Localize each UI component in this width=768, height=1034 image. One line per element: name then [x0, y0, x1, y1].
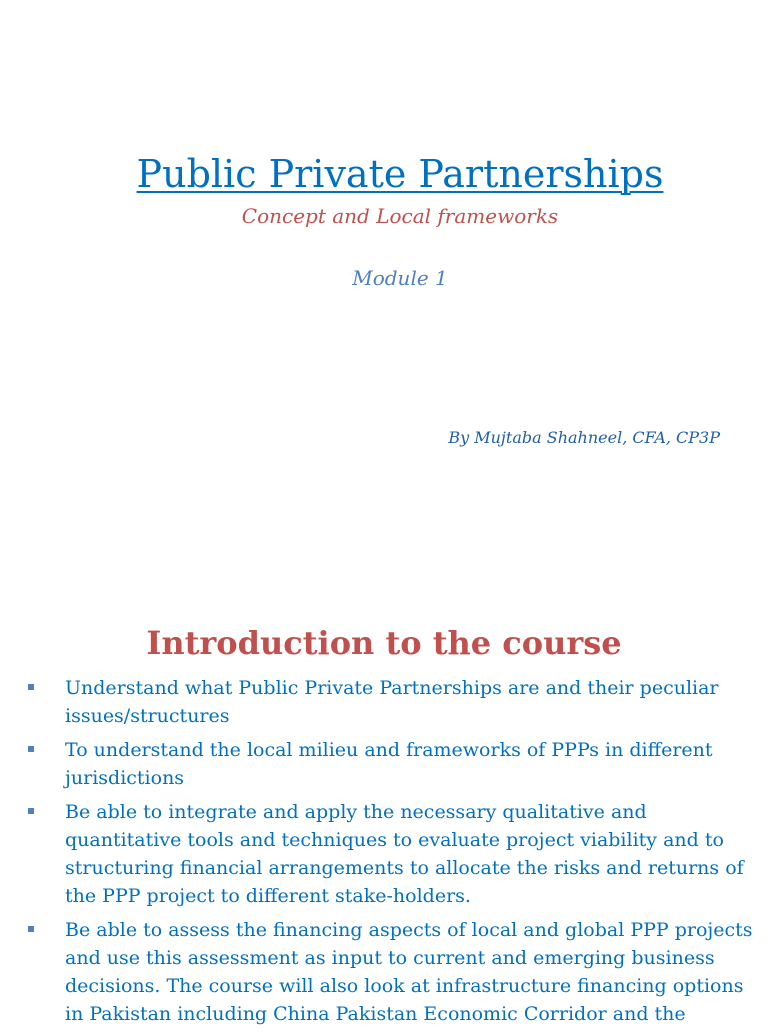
square-bullet-icon: [28, 746, 34, 752]
list-item: [0, 798, 768, 910]
bullet-text: Be able to integrate and apply the necessary qualitative and quantitative tools and techniques to evaluate project viability and to structuring financial arrangements to allocate the risks and returns of the PPP project to different stake-holders.: [65, 801, 744, 907]
author-line: By Mujtaba Shahneel, CFA, CP3P: [448, 428, 720, 447]
slide-subtitle: Concept and Local frameworks: [241, 204, 559, 228]
bullet-text: To understand the local milieu and frameworks of PPPs in different jurisdictions: [65, 739, 713, 789]
square-bullet-icon: [28, 926, 34, 932]
intro-slide: [0, 600, 768, 1024]
square-bullet-icon: [28, 684, 34, 690]
bullet-text: Understand what Public Private Partnerships are and their peculiar issues/structures: [65, 677, 719, 727]
list-item: [0, 736, 768, 792]
square-bullet-icon: [28, 808, 34, 814]
list-item: [0, 916, 768, 1028]
intro-heading: Introduction to the course: [146, 624, 622, 662]
objectives-list: [0, 674, 768, 1034]
bullet-text: Be able to assess the financing aspects of local and global PPP projects and use this assessment as input to current and emerging business decisions. The course will also look at infrastructure financing options in Pakistan including China Pakistan Economic Corridor and the: [65, 919, 753, 1025]
slide-title: Public Private Partnerships: [136, 152, 664, 196]
list-item: [0, 674, 768, 730]
module-label: Module 1: [352, 266, 448, 290]
